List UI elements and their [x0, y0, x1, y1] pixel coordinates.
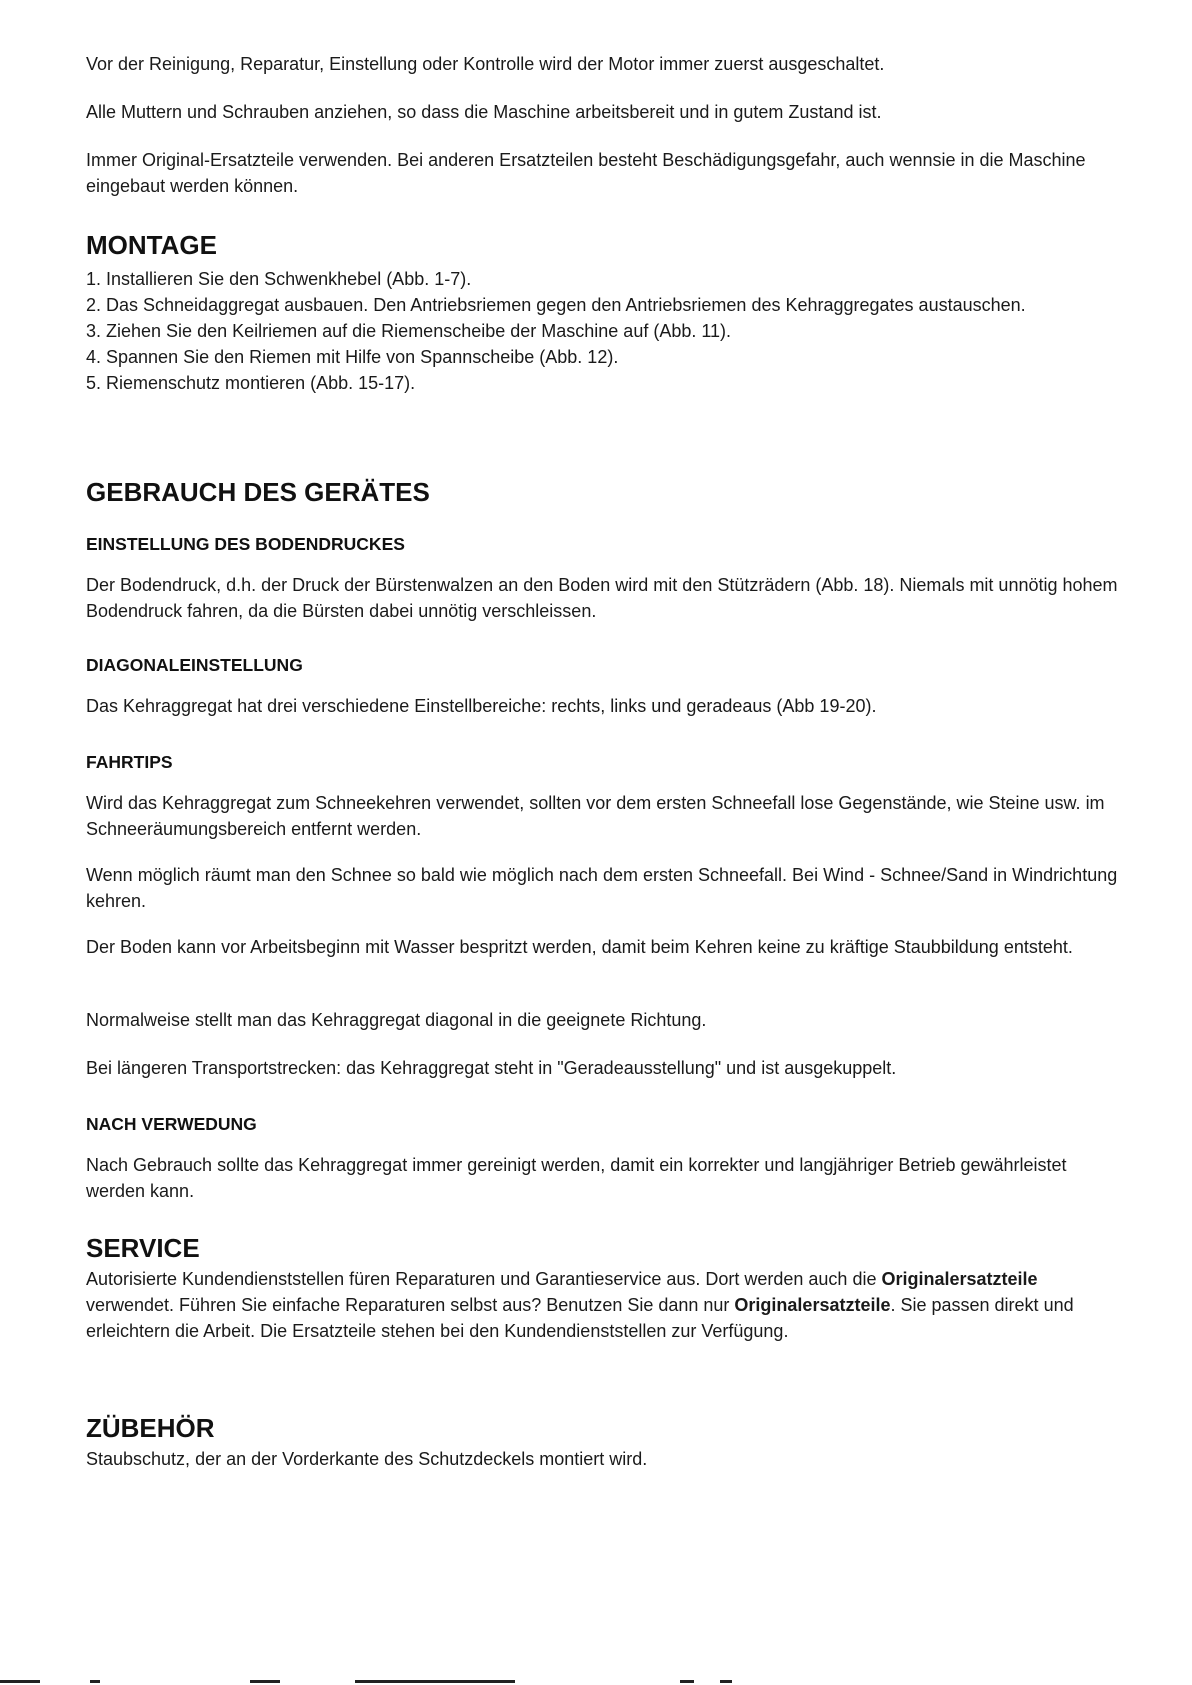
service-text-3: . Sie passen direkt und erleichtern die Arbeit. Die Ersatzteile stehen bei den Kundendienststellen zur Verfügung.: [86, 1295, 1074, 1341]
bodendruck-heading: EINSTELLUNG DES BODENDRUCKES: [86, 534, 405, 554]
fahrtips-paragraph-1: Wird das Kehraggregat zum Schneekehren verwendet, sollten vor dem ersten Schneefall lose Gegenstände, wie Steine usw. im Schneeräumungsbereich entfernt werden.: [86, 793, 1105, 839]
scan-edge-artifact: [0, 1677, 1192, 1685]
nach-verwendung-heading: NACH VERWEDUNG: [86, 1114, 257, 1134]
fahrtips-paragraph-5: Bei längeren Transportstrecken: das Kehraggregat steht in "Geradeausstellung" und ist ausgekuppelt.: [86, 1058, 897, 1078]
montage-step: 3. Ziehen Sie den Keilriemen auf die Riemenscheibe der Maschine auf (Abb. 11).: [86, 321, 732, 341]
diagonal-paragraph: Das Kehraggregat hat drei verschiedene Einstellbereiche: rechts, links und geradeaus (Abb 19-20).: [86, 696, 877, 716]
montage-heading: MONTAGE: [86, 230, 217, 260]
nach-verwendung-paragraph: Nach Gebrauch sollte das Kehraggregat immer gereinigt werden, damit ein korrekter und langjähriger Betrieb gewährleistet werden kann.: [86, 1155, 1067, 1201]
diagonal-heading: DIAGONALEINSTELLUNG: [86, 655, 303, 675]
gebrauch-heading: GEBRAUCH DES GERÄTES: [86, 477, 430, 507]
service-text-1: Autorisierte Kundendienststellen füren Reparaturen und Garantieservice aus. Dort werden auch die: [86, 1269, 882, 1289]
intro-paragraph-2: Alle Muttern und Schrauben anziehen, so dass die Maschine arbeitsbereit und in gutem Zustand ist.: [86, 102, 882, 122]
service-text-2: verwendet. Führen Sie einfache Reparaturen selbst aus? Benutzen Sie dann nur: [86, 1295, 735, 1315]
fahrtips-paragraph-3: Der Boden kann vor Arbeitsbeginn mit Wasser bespritzt werden, damit beim Kehren keine zu kräftige Staubbildung entsteht.: [86, 937, 1073, 957]
bodendruck-paragraph: Der Bodendruck, d.h. der Druck der Bürstenwalzen an den Boden wird mit den Stützrädern (Abb. 18). Niemals mit unnötig hohem Bodendruck fahren, da die Bürsten dabei unnötig verschleissen.: [86, 575, 1118, 621]
montage-step: 2. Das Schneidaggregat ausbauen. Den Antriebsriemen gegen den Antriebsriemen des Kehraggregates austauschen.: [86, 295, 1026, 315]
montage-step: 4. Spannen Sie den Riemen mit Hilfe von Spannscheibe (Abb. 12).: [86, 347, 619, 367]
service-bold-1: Originalersatzteile: [881, 1269, 1038, 1289]
service-paragraph: [86, 1266, 1126, 1344]
fahrtips-heading: FAHRTIPS: [86, 752, 173, 772]
intro-paragraph-1: Vor der Reinigung, Reparatur, Einstellung oder Kontrolle wird der Motor immer zuerst ausgeschaltet.: [86, 54, 885, 74]
service-bold-2: Originalersatzteile: [734, 1295, 891, 1315]
intro-paragraph-3: Immer Original-Ersatzteile verwenden. Bei anderen Ersatzteilen besteht Beschädigungsgefahr, auch wennsie in die Maschine eingebaut werden können.: [86, 150, 1086, 196]
montage-steps-list: [86, 266, 1126, 396]
service-heading: SERVICE: [86, 1233, 200, 1263]
zubehoer-heading: ZÜBEHÖR: [86, 1413, 215, 1443]
zubehoer-paragraph: Staubschutz, der an der Vorderkante des Schutzdeckels montiert wird.: [86, 1449, 648, 1469]
montage-step: 5. Riemenschutz montieren (Abb. 15-17).: [86, 373, 416, 393]
montage-step: 1. Installieren Sie den Schwenkhebel (Abb. 1-7).: [86, 269, 472, 289]
fahrtips-paragraph-4: Normalweise stellt man das Kehraggregat diagonal in die geeignete Richtung.: [86, 1010, 707, 1030]
fahrtips-paragraph-2: Wenn möglich räumt man den Schnee so bald wie möglich nach dem ersten Schneefall. Bei Wind - Schnee/Sand in Windrichtung kehren.: [86, 865, 1118, 911]
